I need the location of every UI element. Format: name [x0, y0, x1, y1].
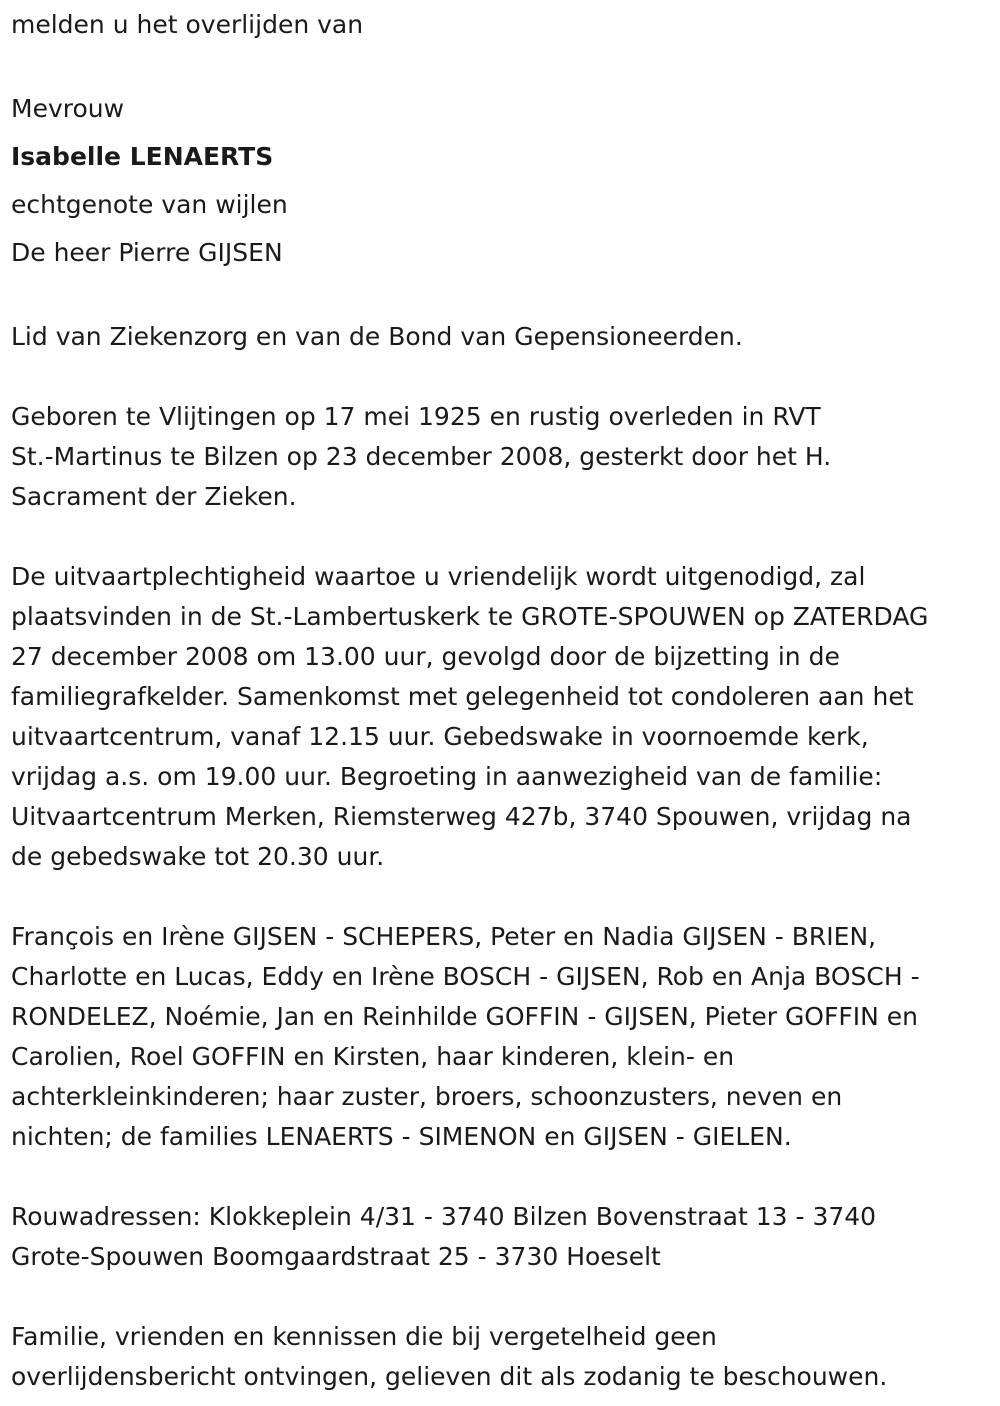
deceased-relation: echtgenote van wijlen	[11, 190, 288, 219]
spacer	[11, 1277, 1000, 1317]
text-line: uitvaartcentrum, vanaf 12.15 uur. Gebedswake in voornoemde kerk,	[11, 722, 869, 751]
text-line: Sacrament der Zieken.	[11, 482, 297, 511]
text-line: plaatsvinden in de St.-Lambertuskerk te GROTE-SPOUWEN op ZATERDAG	[11, 602, 929, 631]
deceased-spouse: De heer Pierre GIJSEN	[11, 238, 283, 267]
text-line: De uitvaartplechtigheid waartoe u vriendelijk wordt uitgenodigd, zal	[11, 562, 866, 591]
spacer	[11, 357, 1000, 397]
spacer	[11, 877, 1000, 917]
text-line: Grote-Spouwen Boomgaardstraat 25 - 3730 Hoeselt	[11, 1242, 661, 1271]
intro-line: melden u het overlijden van	[11, 10, 364, 39]
text-line: Charlotte en Lucas, Eddy en Irène BOSCH - GIJSEN, Rob en Anja BOSCH -	[11, 962, 920, 991]
text-line: vrijdag a.s. om 19.00 uur. Begroeting in aanwezigheid van de familie:	[11, 762, 883, 791]
birth-death-paragraph	[11, 397, 1000, 517]
text-line: 27 december 2008 om 13.00 uur, gevolgd door de bijzetting in de	[11, 642, 840, 671]
text-line: familiegrafkelder. Samenkomst met gelegenheid tot condoleren aan het	[11, 682, 914, 711]
family-paragraph	[11, 917, 1000, 1157]
text-line: nichten; de families LENAERTS - SIMENON en GIJSEN - GIELEN.	[11, 1122, 792, 1151]
addresses-paragraph	[11, 1197, 1000, 1277]
text-line: Rouwadressen: Klokkeplein 4/31 - 3740 Bilzen Bovenstraat 13 - 3740	[11, 1202, 877, 1231]
deceased-salutation: Mevrouw	[11, 94, 125, 123]
text-line: Carolien, Roel GOFFIN en Kirsten, haar kinderen, klein- en	[11, 1042, 735, 1071]
deceased-name: Isabelle LENAERTS	[11, 142, 274, 171]
text-line: Familie, vrienden en kennissen die bij vergetelheid geen	[11, 1322, 717, 1351]
text-line: St.-Martinus te Bilzen op 23 december 2008, gesterkt door het H.	[11, 442, 832, 471]
spacer	[11, 45, 1000, 85]
closing-paragraph	[11, 1317, 1000, 1397]
text-line: de gebedswake tot 20.30 uur.	[11, 842, 385, 871]
spacer	[11, 277, 1000, 317]
membership-line: Lid van Ziekenzorg en van de Bond van Gepensioneerden.	[11, 322, 743, 351]
ceremony-paragraph	[11, 557, 1000, 877]
spacer	[11, 517, 1000, 557]
spacer	[11, 1157, 1000, 1197]
text-line: RONDELEZ, Noémie, Jan en Reinhilde GOFFIN - GIJSEN, Pieter GOFFIN en	[11, 1002, 918, 1031]
text-line: Uitvaartcentrum Merken, Riemsterweg 427b, 3740 Spouwen, vrijdag na	[11, 802, 912, 831]
text-line: François en Irène GIJSEN - SCHEPERS, Peter en Nadia GIJSEN - BRIEN,	[11, 922, 877, 951]
text-line: overlijdensbericht ontvingen, gelieven dit als zodanig te beschouwen.	[11, 1362, 888, 1391]
text-line: achterkleinkinderen; haar zuster, broers, schoonzusters, neven en	[11, 1082, 843, 1111]
text-line: Geboren te Vlijtingen op 17 mei 1925 en rustig overleden in RVT	[11, 402, 821, 431]
